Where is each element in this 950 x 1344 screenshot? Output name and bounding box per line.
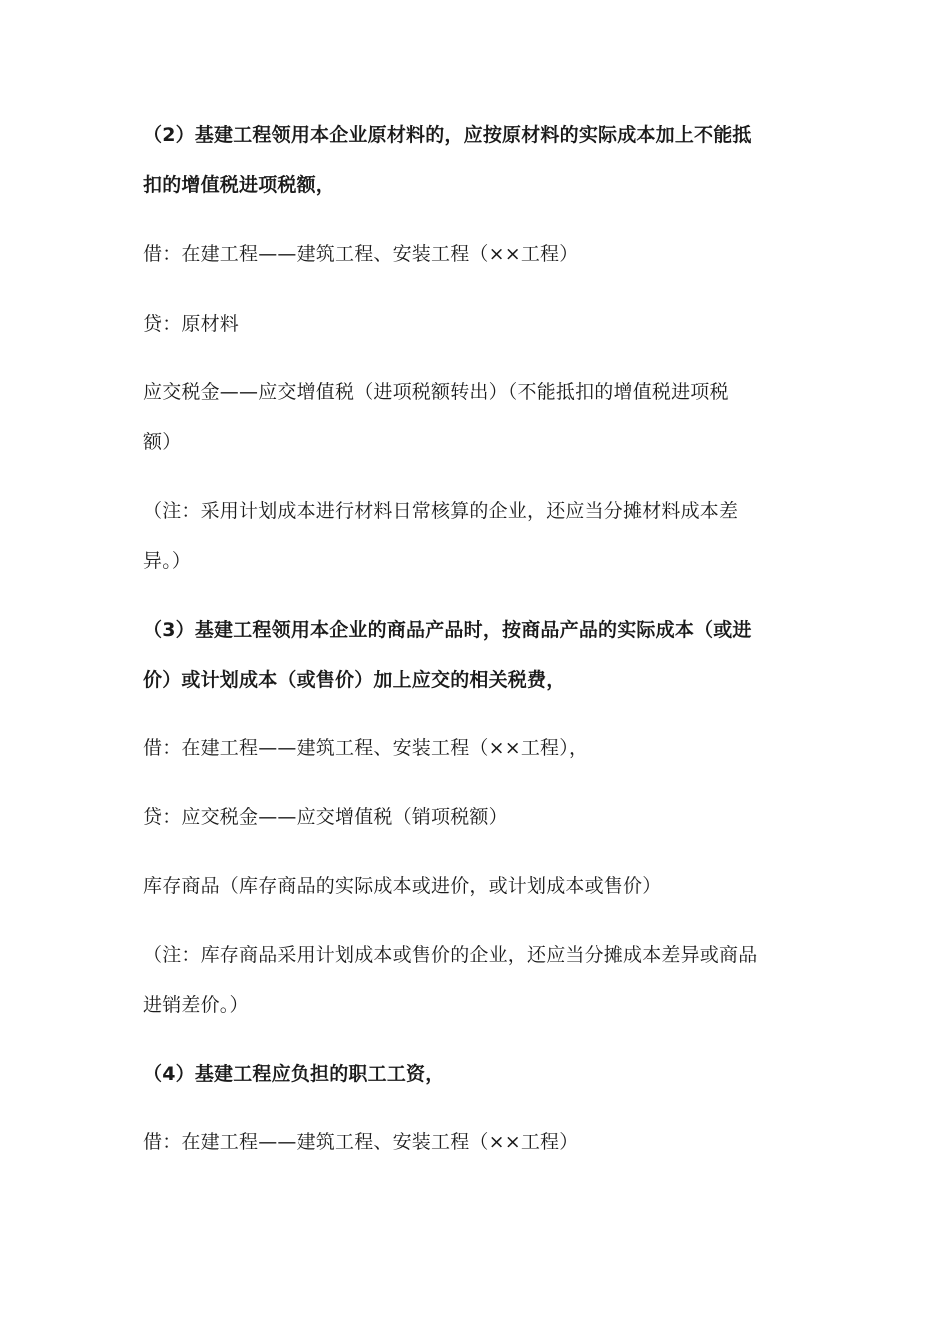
note-goods-line-1: （注：库存商品采用计划成本或售价的企业，还应当分摊成本差异或商品 — [143, 944, 758, 966]
credit-entry-output-tax: 贷：应交税金——应交增值税（销项税额） — [143, 806, 508, 828]
tax-entry-line-1: 应交税金——应交增值税（进项税额转出）（不能抵扣的增值税进项税 — [143, 381, 729, 403]
debit-entry-construction-2: 借：在建工程——建筑工程、安装工程（××工程）， — [143, 737, 589, 759]
heading-item-3-line-2: 价）或计划成本（或售价）加上应交的相关税费， — [143, 669, 566, 691]
heading-item-2-line-2: 扣的增值税进项税额， — [143, 174, 336, 196]
heading-item-2-line-1: （2）基建工程领用本企业原材料的，应按原材料的实际成本加上不能抵 — [143, 124, 752, 146]
debit-entry-construction: 借：在建工程——建筑工程、安装工程（××工程） — [143, 243, 579, 265]
debit-entry-construction-3: 借：在建工程——建筑工程、安装工程（××工程） — [143, 1131, 579, 1153]
heading-item-4: （4）基建工程应负担的职工工资， — [143, 1063, 445, 1085]
note-material-line-2: 异。） — [143, 550, 192, 572]
note-goods-line-2: 进销差价。） — [143, 994, 249, 1016]
credit-entry-raw-materials: 贷：原材料 — [143, 313, 240, 335]
note-material-line-1: （注：采用计划成本进行材料日常核算的企业，还应当分摊材料成本差 — [143, 500, 739, 522]
tax-entry-line-2: 额） — [143, 431, 182, 453]
heading-item-3-line-1: （3）基建工程领用本企业的商品产品时，按商品产品的实际成本（或进 — [143, 619, 752, 641]
inventory-goods-entry: 库存商品（库存商品的实际成本或进价，或计划成本或售价） — [143, 875, 662, 897]
